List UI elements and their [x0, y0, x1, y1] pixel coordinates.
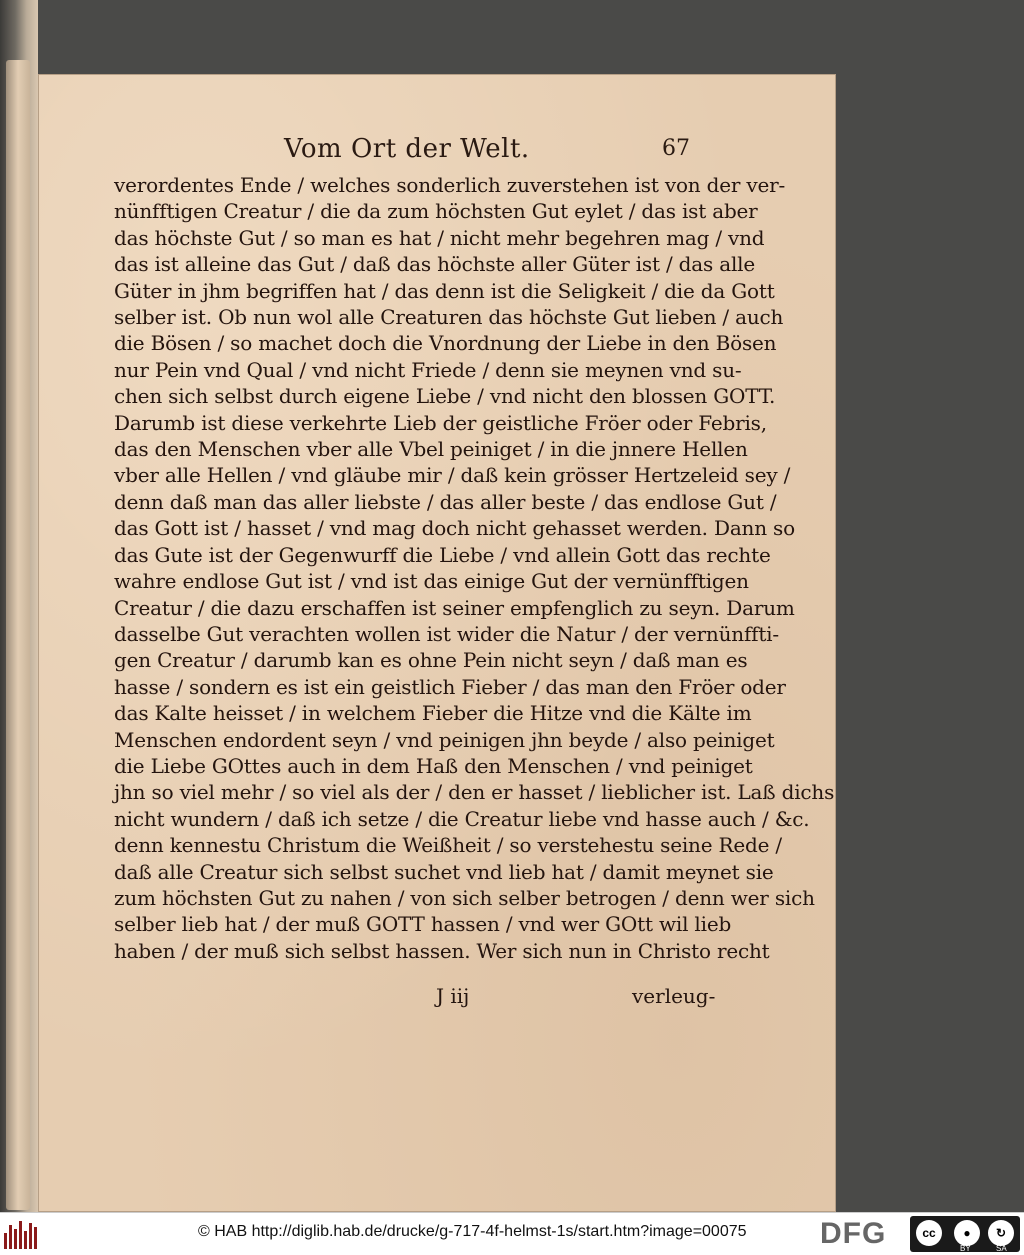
text-line: das Gott ist / hasset / vnd mag doch nicht gehasset werden. Dann so [114, 516, 795, 541]
text-line: Creatur / die dazu erschaffen ist seiner empfenglich zu seyn. Darum [114, 595, 795, 620]
hab-logo-icon[interactable] [4, 1219, 38, 1249]
text-line: die Liebe GOttes auch in dem Haß den Menschen / vnd peiniget [114, 753, 753, 778]
dfg-logo[interactable]: DFG [820, 1217, 887, 1250]
text-line: gen Creatur / darumb kan es ohne Pein nicht seyn / daß man es [114, 648, 748, 673]
text-line: zum höchsten Gut zu nahen / von sich selber betrogen / denn wer sich [114, 885, 815, 910]
text-line: dasselbe Gut verachten wollen ist wider die Natur / der vernünffti- [114, 621, 779, 646]
text-line: vber alle Hellen / vnd gläube mir / daß kein grösser Hertzeleid sey / [114, 463, 791, 488]
text-line: Darumb ist diese verkehrte Lieb der geistliche Fröer oder Febris, [114, 410, 767, 435]
text-line: daß alle Creatur sich selbst suchet vnd lieb hat / damit meynet sie [114, 859, 774, 884]
text-line: nünfftigen Creatur / die da zum höchsten Gut eylet / das ist aber [114, 199, 758, 224]
text-line: das höchste Gut / so man es hat / nicht mehr begehren mag / vnd [114, 225, 765, 250]
signature-mark: J iij [436, 984, 470, 1008]
text-line: selber ist. Ob nun wol alle Creaturen das höchste Gut lieben / auch [114, 305, 784, 330]
text-line: Güter in jhm begriffen hat / das denn ist die Seligkeit / die da Gott [114, 278, 775, 303]
book-page [38, 74, 836, 1212]
cc-icon: cc [916, 1220, 942, 1246]
text-line: die Bösen / so machet doch die Vnordnung der Liebe in den Bösen [114, 331, 777, 356]
citation-link[interactable]: © HAB http://diglib.hab.de/drucke/g-717-4f-helmst-1s/start.htm?image=00075 [198, 1223, 747, 1240]
text-line: hasse / sondern es ist ein geistlich Fieber / das man den Fröer oder [114, 674, 786, 699]
text-line: nur Pein vnd Qual / vnd nicht Friede / denn sie meynen vnd su- [114, 357, 742, 382]
text-line: das den Menschen vber alle Vbel peiniget / in die jnnere Hellen [114, 437, 748, 462]
running-head: Vom Ort der Welt. [284, 134, 530, 164]
share-alike-icon: ↻ [988, 1220, 1014, 1246]
text-line: nicht wundern / daß ich setze / die Creatur liebe vnd hasse auch / &c. [114, 806, 810, 831]
text-line: das ist alleine das Gut / daß das höchste aller Güter ist / das alle [114, 252, 755, 277]
text-line: Menschen endordent seyn / vnd peinigen jhn beyde / also peiniget [114, 727, 775, 752]
sa-label: SA [996, 1244, 1007, 1253]
text-line: selber lieb hat / der muß GOTT hassen / vnd wer GOtt wil lieb [114, 912, 732, 937]
page-number: 67 [662, 136, 690, 161]
person-icon: ● [954, 1220, 980, 1246]
by-label: BY [960, 1244, 971, 1253]
body-text [114, 172, 835, 964]
text-line: denn daß man das aller liebste / das aller beste / das endlose Gut / [114, 489, 777, 514]
text-line: chen sich selbst durch eigene Liebe / vnd nicht den blossen GOTT. [114, 384, 776, 409]
text-line: denn kennestu Christum die Weißheit / so verstehestu seine Rede / [114, 833, 782, 858]
book-binding-edge [0, 0, 38, 1212]
text-line: das Kalte heisset / in welchem Fieber die Hitze vnd die Kälte im [114, 701, 752, 726]
viewer-footer [0, 1212, 1024, 1255]
text-line: jhn so viel mehr / so viel als der / den er hasset / lieblicher ist. Laß dichs [114, 780, 835, 805]
text-line: haben / der muß sich selbst hassen. Wer sich nun in Christo recht [114, 938, 770, 963]
cc-license-badge[interactable] [910, 1216, 1020, 1252]
text-line: das Gute ist der Gegenwurff die Liebe / vnd allein Gott das rechte [114, 542, 771, 567]
text-line: verordentes Ende / welches sonderlich zuverstehen ist von der ver- [114, 173, 786, 197]
text-line: wahre endlose Gut ist / vnd ist das einige Gut der vernünfftigen [114, 569, 749, 594]
catchword: verleug- [632, 984, 716, 1008]
